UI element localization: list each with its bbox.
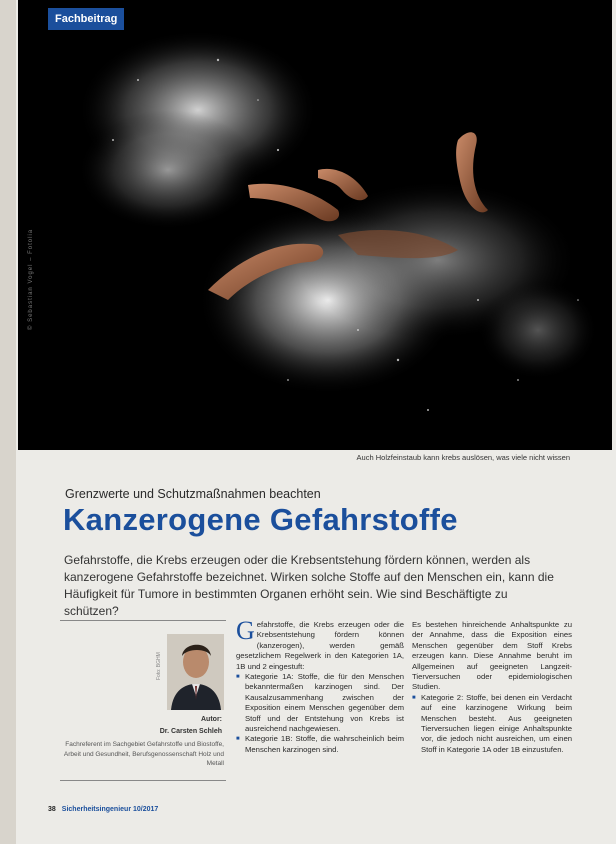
page-number: 38 xyxy=(48,806,56,813)
body-column-2 xyxy=(412,620,572,755)
photo-caption: Auch Holzfeinstaub kann krebs auslösen, was viele nicht wissen xyxy=(356,453,570,462)
author-bio: Fachreferent im Sachgebiet Gefahrstoffe und Biostoffe, Arbeit und Gesundheit, Berufsgenossenschaft Holz und Metall xyxy=(63,741,224,767)
body-column-1 xyxy=(236,616,404,755)
dust-hands-illustration xyxy=(18,0,612,450)
article-title: Kanzerogene Gefahrstoffe xyxy=(63,502,458,537)
body-paragraph xyxy=(236,616,404,672)
divider xyxy=(60,780,226,781)
section-tag: Fachbeitrag xyxy=(48,8,124,30)
photo-credit: © Sebastian Vogel – Fotolia xyxy=(28,228,34,330)
author-portrait xyxy=(167,634,224,710)
page-edge xyxy=(0,0,16,844)
portrait-credit: Foto: BGHM xyxy=(156,652,162,680)
list-item: ■ Kategorie 1B: Stoffe, die wahrscheinlich beim Menschen karzinogen sind. xyxy=(236,734,404,755)
hero-photo xyxy=(18,0,612,450)
portrait-image xyxy=(167,634,224,710)
drop-cap: G xyxy=(236,616,255,645)
article-lead: Gefahrstoffe, die Krebs erzeugen oder die Krebsentstehung fördern können, werden als kanzerogene Gefahrstoffe bezeichnet. Wirken solche Stoffe auf den Menschen ein, kann die Häufigkeit für Tumore in bestimmten Organen erhöht sein. Wie sind Beschäftigte zu schützen? xyxy=(64,553,554,618)
intro-text: efahrstoffe, die Krebs erzeugen oder die Krebsentstehung fördern können (kanzerogen), werden gemäß gesetzlichem Regelwerk in den Kategorien 1A, 1B und 2 eingestuft: xyxy=(236,620,404,671)
list-item: ■ Kategorie 1A: Stoffe, die für den Menschen bekanntermaßen karzinogen sind. Der Kausalzusammenhang zwischen der Exposition einem Menschen gegenüber dem Stoff und der Entstehung von Krebs ist ausreichend nachgewiesen. xyxy=(236,672,404,734)
author-name: Dr. Carsten Schleh xyxy=(159,728,222,735)
divider xyxy=(60,620,226,621)
body-paragraph: Es bestehen hinreichende Anhaltspunkte zu der Annahme, dass die Exposition eines Menschen gegenüber dem Stoff Krebs erzeugen kann. Diese Annahme beruht im Allgemeinen auf geeigneten Langzeit-Tierversuchen oder epidemiologischen Studien. xyxy=(412,620,572,692)
page-footer xyxy=(48,806,158,813)
author-label: Autor: xyxy=(201,716,222,723)
article-kicker: Grenzwerte und Schutzmaßnahmen beachten xyxy=(65,487,321,501)
list-item: ■ Kategorie 2: Stoffe, bei denen ein Verdacht auf eine karzinogene Wirkung beim Menschen besteht. Aus geeigneten Tierversuchen liegen einige Anhaltspunkte vor, die jedoch nicht ausreichen, um einen Stoff in Kategorie 1A oder 1B einzustufen. xyxy=(412,693,572,755)
magazine-name: Sicherheitsingenieur 10/2017 xyxy=(61,806,159,813)
author-box xyxy=(60,620,228,780)
